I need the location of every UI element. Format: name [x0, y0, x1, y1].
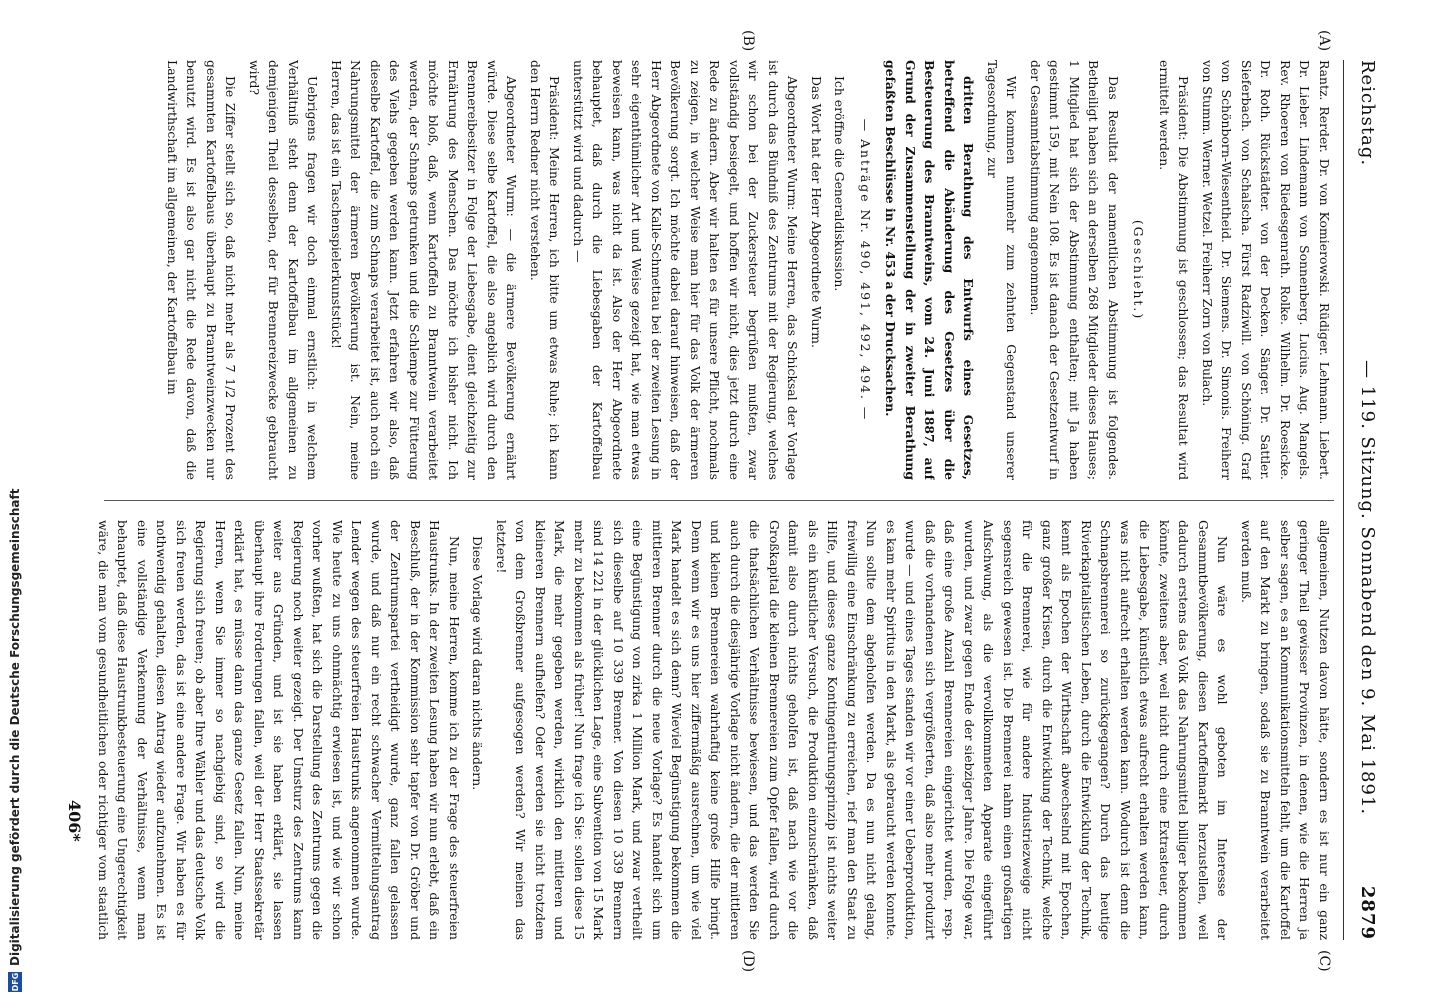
header-session: — 119. Sitzung. Sonnabend den 9. Mai 1891.: [1357, 360, 1378, 816]
paragraph: Das Resultat der namentlichen Abstimmung ist folgendes. Betheiligt haben sich an derselben 268 Mitglieder dieses Hauses; 1 Mitglied hat sich der Abstimmung enthalten; mit Ja haben gestimmt 159, mit Nein 108. Es ist danach der Gesetzentwurf in der Gesammtabstimmung angenommen.: [1028, 60, 1121, 480]
dfg-margin-note: [2, 0, 28, 1000]
dfg-logo-icon: DFG: [8, 972, 22, 992]
header-rule: [1343, 60, 1344, 940]
paragraph: Ich eröffne die Generaldiskussion.: [832, 76, 848, 292]
dfg-note-text: Digitalisierung gefördert durch die Deutsche Forschungsgemeinschaft: [8, 488, 22, 966]
margin-marker-b: (B): [740, 30, 756, 52]
paragraph: Die Ziffer stellt sich so, daß nicht mehr als 7 1/2 Prozent des gesammten Kartoffelbaus überhaupt zu Branntweinzwecken nur benutzt wird. Es ist also gar nicht die Rede davon, daß die Landwirthschaft im allgemeinen, der Kartoffelbau im: [165, 60, 239, 480]
margin-marker-a: (A): [1316, 30, 1332, 52]
paragraph: Abgeordneter Wurm: — die ärmere Bevölkerung ernährt würde. Diese selbe Kartoffel, die also angeblich wird durch den Brennereibesitzer in Folge der Liebesgabe, dient gleichzeitig zur Ernährung des Menschen. Das möchte ich bisher nicht. Ich möchte bloß, daß, wenn Kartoffeln zu Branntwein verarbeitet werden, der Schnaps getrunken und die Schlempe zur Fütterung des Viehs gegeben werden kann. Jetzt erfahren wir also, daß dieselbe Kartoffel, die zum Schnaps verarbeitet ist, auch noch ein Nahrungsmittel der ärmeren Bevölkerung ist. Nein, meine Herren, das ist ein Taschenspielerkunststück!: [329, 60, 520, 480]
page-number: 2879: [1357, 885, 1378, 940]
left-column: [94, 60, 1334, 480]
paragraph: Rantz. Rerder. Dr. von Komierowski. Rüdiger. Lehmann. Liebert. Dr. Lieber. Lindemann von Sonnenberg. Lucius. Aug. Mangels. Rev. Rhoeren von Riedesgenrath. Rolke. Wilhelm. Dr. Roesicke. Dr. Roth. Rückstädter. von der Decken. Sänger. Dr. Sattler. Sieferbach. von Schalscha. Fürst Radziwill. von Schöning. Graf von Schönborn-Wiesentheid. Dr. Siemens. Dr. Simonis. Freiherr von Stumm. Werner. Wetzel. Freiherr Zorn von Bulach.: [1200, 60, 1332, 480]
header-title: Reichstag.: [1357, 60, 1378, 167]
paragraph: Wir kommen nunmehr zum zehnten Gegenstand unserer Tagesordnung, zur: [985, 60, 1020, 480]
paragraph: (Geschieht.): [1131, 219, 1147, 321]
right-column: [94, 520, 1334, 940]
margin-marker-c: (C): [1316, 950, 1332, 972]
paragraph: Präsident: Meine Herren, ich bitte um etwas Ruhe; ich kann den Herrn Redner nicht verstehen.: [528, 60, 563, 480]
page-footer: 406*: [65, 800, 84, 842]
paragraph: Das Wort hat der Herr Abgeordnete Wurm.: [809, 76, 824, 348]
paragraph: Nun wäre es wohl geboten im Interesse der Gesammtbevölkerung, diesen Kartoffelmarkt herzustellen, weil dadurch erstens das Volk das Nahrungsmittel billiger bekommen könnte, zweitens aber, weil nicht durch eine Extrasteuer, durch die Liebesgabe, künstlich etwas aufrecht erhalten werden kann, was nicht aufrecht erhalten werden kann. Wodurch ist denn die Schnapsbrennerei so zurückgegangen? Durch das heutige Rivierkapitalistischen Leben, durch die Entwicklung der Technik, kennt als Epochen der Wirthschaft abwechselnd mit Epochen, ganz großer Krisen, durch die Entwicklung der Technik, welche für die Brennerei, wie für andere Industriezweige nicht segensreich gewesen ist. Die Brennerei nahm einen großartigen Aufschwung, als die vervollkommneten Apparate eingeführt wurden, und zwar gegen Ende der siebziger Jahre. Die Folge war, daß eine große Anzahl Brennereien eingerichtet wurden, resp. daß die vorhandenen sich vergrößerten, daß also mehr produzirt wurde — und eines Tages standen wir vor einer Ueberproduktion, es kam mehr Spiritus in den Markt, als gebraucht werden konnte. Nun sollte dem abgeholfen werden. Da es nun nicht gelang, freiwillig eine Einschränkung zu erreichen, rief man den Staat zu Hilfe, und dieses ganze Kontingentirungsprinzip ist nichts weiter als ein künstlicher Versuch, die Produktion einzuschränken, daß damit also durch nichts geholfen ist, daß nach wie vor die Großkapital die kleinen Brennereien zum Opfer fallen, wird durch die thatsächlichen Verhältnisse bewiesen, und das werden Sie auch durch die diesjährige Vorlage nicht ändern, die der mittleren und kleinen Brennereien wahrhaftig keine große Hilfe bringt. Denn wenn wir es uns hier ziffermäßig ausrechnen, um wie viel Mark handelt es sich denn? Wieviel Begünstigung bekommen die mittleren Brenner durch die neue Vorlage? Es handelt sich um eine Begünstigung von zirka 1 Million Mark, und zwar vertheilt sich dieselbe auf 10 339 Brenner. Von diesen 10 339 Brennern sind 14 221 in der glücklichen Lage, eine Subvention von 15 Mark mehr zu bekommen als früher! Nun frage ich Sie: sollen diese 15 Mark, die mehr gegeben werden, wirklich den mittleren und kleineren Brennern aufhelfen? Oder werden sie nicht trotzdem von dem Großbrenner aufgesogen werden? Wir meinen das letztere!: [494, 520, 1231, 940]
paragraph: Diese Vorlage wird daran nichts ändern.: [470, 536, 486, 791]
rotated-page: [36, 20, 1396, 980]
paragraph: — Anträge Nr. 490, 491, 492, 494. —: [858, 118, 873, 422]
margin-marker-d: (D): [740, 950, 756, 973]
agenda-item: dritten Berathung des Entwurfs eines Gesetzes, betreffend die Abänderung des Gesetzes über die Besteuerung des Branntweins, vom 24. Juni 1887, auf Grund der Zusammenstellung der in zweiter Berathung gefaßten Beschlüsse in Nr. 453 a der Drucksachen.: [883, 60, 977, 480]
paragraph: Abgeordneter Wurm: Meine Herren, das Schicksal der Vorlage ist durch das Bündniß des Zentrums mit der Regierung, welches wir schon bei der Zuckersteuer begrüßen mußten, zwar vollständig besiegelt, und hoffen wir nicht, dies jetzt durch eine Rede zu ändern. Aber wir halten es für unsere Pflicht, nochmals zu zeigen, in welcher Weise man hier für das Volk der ärmeren Bevölkerung sorgt. Ich möchte dabei darauf hinweisen, daß der Herr Abgeordnete von Kalle-Schmettau bei der zweiten Lesung in sehr eigenthümlicher Art und Weise gezeigt hat, wie man etwas beweisen kann, was nicht da ist. Also der Herr Abgeordnete behauptet, daß durch die Liebesgaben der Kartoffelbau unterstützt wird und dadurch —: [571, 60, 801, 480]
paragraph: Uebrigens fragen wir doch einmal ernstlich: in welchem Verhältniß steht denn der Kartoffelbau im allgemeinen zu demjenigen Theil desselben, der für Brennereizwecke gebraucht wird?: [247, 60, 321, 480]
column-divider: [104, 500, 1334, 501]
paragraph: allgemeinen, Nutzen davon hätte, sondern es ist nur ein ganz geringer Theil gewisser Provinzen, in denen, wie die Herren ja selber sagen, es an Kommunikationsmitteln fehlt, um die Kartoffel auf den Markt zu bringen, sodaß sie zu Branntwein verarbeitet werden muß.: [1239, 520, 1332, 940]
running-header: [1346, 60, 1386, 940]
paragraph: Präsident: Die Abstimmung ist geschlossen; das Resultat wird ermittelt werden.: [1157, 60, 1192, 480]
paragraph: Nun, meine Herren, komme ich zu der Frage des steuerfreien Haustrunks. In der zweiten Lesung haben wir nun erlebt, daß ein Beschluß, der in der Kommission sehr tapfer von Dr. Gröber und der Zentrumspartei vertheidigt wurde, ganz fallen gelassen wurde, und daß nur ein recht schwacher Vermittelungsantrag Lender wegen des steuerfreien Haustrunks angenommen wurde. Wie heute zu uns ohnmächtig erwiesen ist, und wie wir schon vorher wußten, hat sich die Darstellung des Zentrums gegen die Regierung noch weiter gezeigt. Der Umsturz des Zentrums kann weiter aus Gründen, und ist sie haben erklärt, sie lassen überhaupt ihre Forderungen fallen, weil der Herr Staatssekretär erklärt hat, es müsse dann das ganze Gesetz fallen. Nun, meine Herren, wenn Sie immer so nachgiebig sind, so wird die Regierung sich freuen; ob aber Ihre Wähler und das deutsche Volk sich freuen werden, das ist eine andere Frage. Wir haben es für nothwendig gehalten, diesen Antrag wieder aufzunehmen. Es ist eine vollständige Verkennung der Verhältnisse, wenn man behauptet, daß diese Haustrunkbesteuerung eine Ungerechtigkeit wäre, die man vom gesundheitlichen oder richtiger vom staatlich: [96, 520, 462, 940]
